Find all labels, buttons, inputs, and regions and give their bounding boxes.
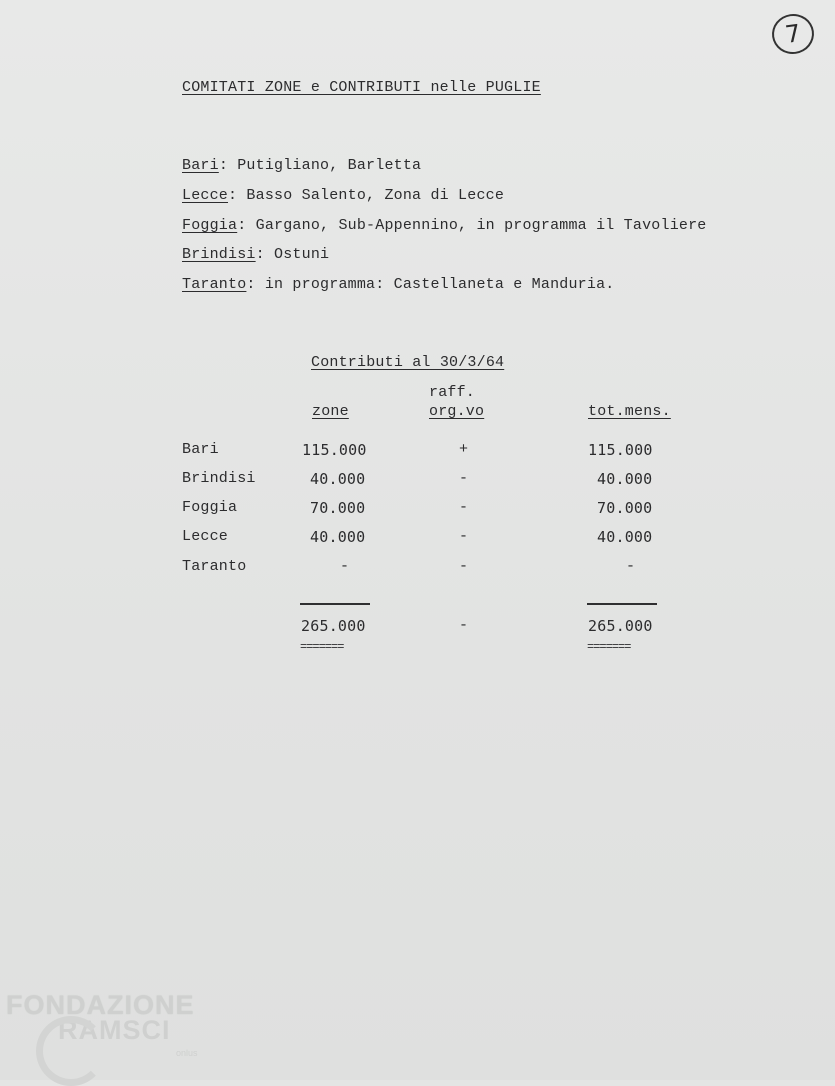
zone-item: Bari: Putigliano, Barletta	[182, 157, 422, 174]
row-tot-value: 40.000	[597, 470, 653, 488]
total-tot: 265.000	[588, 617, 653, 635]
total-zone: 265.000	[301, 617, 366, 635]
zone-areas: Putigliano, Barletta	[237, 157, 422, 174]
row-tot-value: 70.000	[597, 499, 653, 517]
row-raff-value: -	[459, 528, 469, 545]
row-zone-value: 115.000	[302, 441, 367, 459]
contributions-heading: Contributi al 30/3/64	[311, 354, 505, 371]
zone-item: Lecce: Basso Salento, Zona di Lecce	[182, 187, 505, 204]
row-zone-value: 70.000	[310, 499, 366, 517]
sum-rule-zone	[300, 603, 370, 605]
zone-areas: in programma: Castellaneta e Manduria.	[264, 276, 615, 293]
column-header-raff: raff.	[429, 384, 476, 401]
row-tot-value: 115.000	[588, 441, 653, 459]
document-title: COMITATI ZONE e CONTRIBUTI nelle PUGLIE	[182, 79, 541, 96]
column-header-zone: zone	[312, 403, 349, 420]
zone-areas: Basso Salento, Zona di Lecce	[246, 187, 505, 204]
row-zone-value: 40.000	[310, 528, 366, 546]
row-raff-value: -	[459, 499, 469, 516]
fondazione-gramsci-logo	[6, 990, 198, 1058]
zone-item: Brindisi: Ostuni	[182, 246, 330, 263]
logo-ring-icon	[36, 1016, 106, 1086]
row-tot-value: -	[626, 558, 636, 575]
column-header-tot: tot.mens.	[588, 403, 671, 420]
column-header-org: org.vo	[429, 403, 485, 420]
total-raff: -	[459, 617, 469, 634]
row-raff-value: -	[459, 558, 469, 575]
zone-item: Foggia: Gargano, Sub-Appennino, in programma il Tavoliere	[182, 217, 707, 234]
logo-line1: FONDAZIONE	[6, 990, 195, 1020]
province-name: Brindisi	[182, 246, 256, 263]
province-name: Bari	[182, 157, 219, 174]
province-name: Lecce	[182, 187, 229, 204]
logo-line3: onlus	[176, 1048, 198, 1058]
row-province: Brindisi	[182, 470, 256, 487]
row-tot-value: 40.000	[597, 528, 653, 546]
row-zone-value: -	[340, 558, 350, 575]
row-raff-value: -	[459, 470, 469, 487]
row-province: Foggia	[182, 499, 238, 516]
double-rule-zone: =======	[300, 640, 344, 654]
double-rule-tot: =======	[587, 640, 631, 654]
logo-line2: RAMSCI	[58, 1015, 171, 1045]
sum-rule-tot	[587, 603, 657, 605]
row-province: Bari	[182, 441, 219, 458]
zone-areas: Gargano, Sub-Appennino, in programma il Tavoliere	[255, 217, 707, 234]
zone-areas: Ostuni	[274, 246, 330, 263]
row-zone-value: 40.000	[310, 470, 366, 488]
province-name: Foggia	[182, 217, 238, 234]
row-province: Lecce	[182, 528, 229, 545]
zone-item: Taranto: in programma: Castellaneta e Manduria.	[182, 276, 615, 293]
row-raff-value: +	[459, 441, 469, 458]
page-number: 7	[769, 11, 816, 56]
province-name: Taranto	[182, 276, 247, 293]
row-province: Taranto	[182, 558, 247, 575]
